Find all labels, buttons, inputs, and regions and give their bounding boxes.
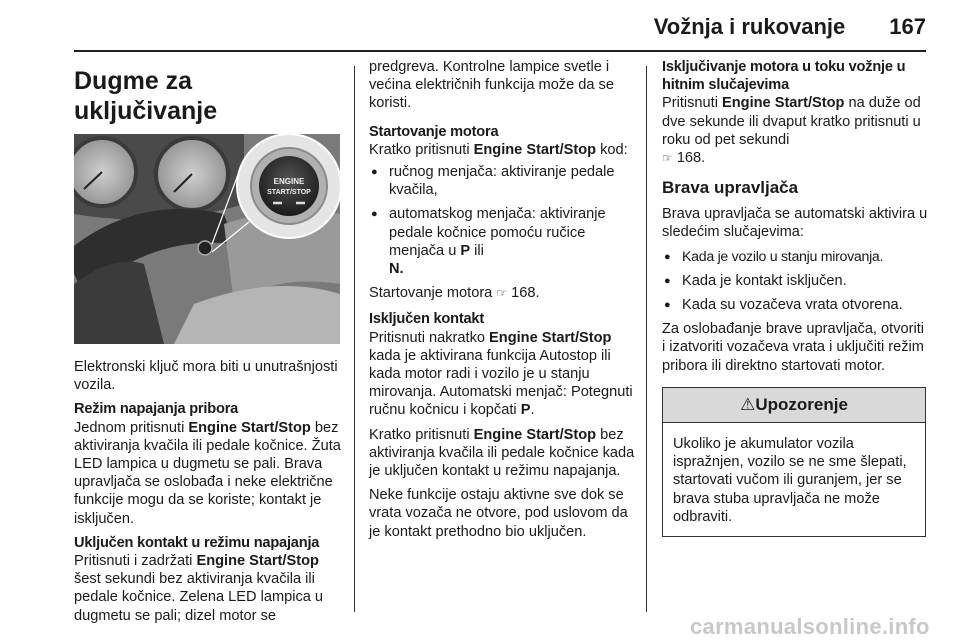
list-item: ● Kada je vozilo u stanju mirovanja.: [662, 248, 928, 266]
column-divider-1: [354, 66, 355, 612]
header-title: Vožnja i rukovanje: [653, 14, 846, 39]
accessory-heading: Režim napajanja pribora: [74, 401, 239, 418]
lock-intro: Brava upravljača se automatski aktivira u sledećim slučajevima:: [662, 206, 928, 241]
lock-list: [662, 248, 928, 315]
reference-arrow-icon: ☞: [662, 151, 673, 166]
intro-text: Elektronski ključ mora biti u unutrašnjosti vozila.: [74, 359, 338, 394]
off-paragraph-1: Pritisnuti nakratko Engine Start/Stop kada je aktivirana funkcija Autostop ili kada motor radi i vozilo je u stanju mirovanja. Automatski menjač: Potegnuti ručnu kočnicu i kopčati P.: [369, 329, 633, 419]
off-heading: Isključen kontakt: [369, 311, 485, 328]
off-paragraph-2: Kratko pritisnuti Engine Start/Stop bez aktiviranja kvačila ili pedale kočnice kada je uključen kontakt u režimu napajanja.: [369, 426, 635, 480]
start-heading: Startovanje motora: [369, 123, 499, 140]
column-divider-2: [646, 66, 647, 612]
button-label-line2: START/STOP: [267, 189, 311, 196]
column-3: [662, 58, 928, 537]
dashboard-illustration: [74, 134, 340, 344]
page-number: 167: [889, 14, 926, 39]
accessory-paragraph: Jednom pritisnuti Engine Start/Stop bez aktiviranja kvačila ili pedale kočnice. Žuta LED lampica u dugmetu se pali. Brava upravljača se oslobađa i neke električne funkcije mogu da se koriste; kontakt je isključen.: [74, 419, 341, 527]
list-item: ● automatskog menjača: aktiviranje pedale kočnice pomoću ručice menjača u P ili N.: [369, 205, 635, 278]
warning-box: [662, 387, 926, 537]
button-label-line1: ENGINE: [273, 177, 305, 186]
continuation-text: predgreva. Kontrolne lampice svetle i većina električnih funkcija može da se koristi.: [369, 59, 614, 112]
list-item: ● Kada je kontakt isključen.: [662, 272, 928, 290]
start-list: [369, 163, 635, 278]
start-paragraph: Kratko pritisnuti Engine Start/Stop kod:: [369, 141, 628, 158]
dashboard-photo: [74, 134, 340, 344]
list-item: ● Kada su vozačeva vrata otvorena.: [662, 296, 928, 314]
lock-title: Brava upravljača: [662, 178, 799, 198]
watermark-text: carmanualsonline.info: [690, 614, 930, 639]
column-1: [74, 58, 342, 631]
emergency-heading: Isključivanje motora u toku vožnje u hitnim slučajevima: [662, 59, 906, 94]
start-reference: Startovanje motora ☞ 168.: [369, 285, 540, 302]
ignition-heading: Uključen kontakt u režimu napajanja: [74, 534, 320, 551]
emergency-paragraph: Pritisnuti Engine Start/Stop na duže od dve sekunde ili dvaput kratko pritisnuti u roku od pet sekundi ☞ 168.: [662, 95, 921, 167]
page-header: [640, 14, 926, 40]
warning-title: ⚠Upozorenje: [663, 388, 925, 423]
header-rule: [74, 50, 926, 52]
warning-body: Ukoliko je akumulator vozila ispražnjen, vozilo se ne sme šlepati, startovati vučom ili guranjem, jer se brava stuba upravljača ne može odbraviti.: [673, 436, 907, 525]
lock-release-text: Za oslobađanje brave upravljača, otvoriti i izatvoriti vozačeva vrata i uključiti režim pribora ili direktno startovati motor.: [662, 321, 925, 374]
list-item: ● ručnog menjača: aktiviranje pedale kvačila,: [369, 163, 635, 199]
section-title: Dugme za uključivanje: [74, 67, 218, 125]
reference-arrow-icon: ☞: [496, 286, 508, 301]
column-2: [369, 58, 635, 547]
off-paragraph-3: Neke funkcije ostaju aktivne sve dok se vrata vozača ne otvore, pod uslovom da je kontakt prethodno bio uključen.: [369, 487, 628, 540]
warning-icon: ⚠: [740, 394, 756, 414]
ignition-paragraph: Pritisnuti i zadržati Engine Start/Stop šest sekundi bez aktiviranja kvačila ili pedale kočnice. Zelena LED lampica u dugmetu se pali; dizel motor se: [74, 553, 324, 624]
